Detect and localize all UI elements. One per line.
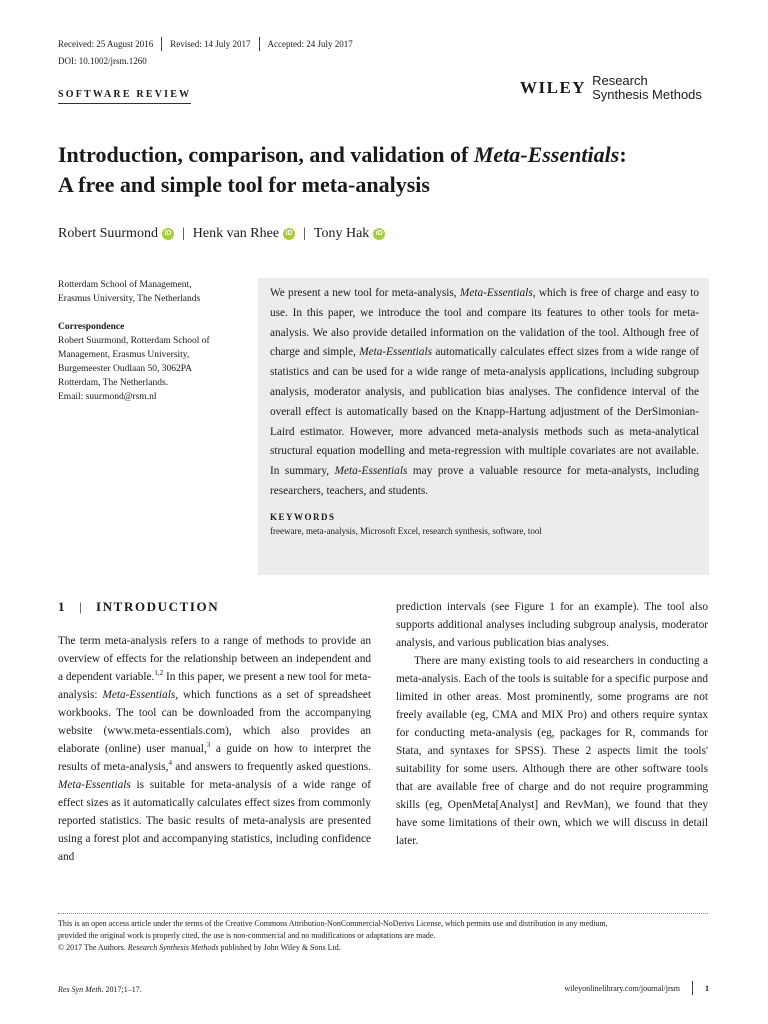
- section-number: 1: [58, 599, 67, 614]
- text-run: a guide on how to interpret the results of meta-analysis,: [58, 743, 371, 773]
- paragraph: prediction intervals (see Figure 1 for an example). The tool also supports additional analyses including subgroup analysis, moderator analysis, and various publication bias analyses.: [396, 601, 708, 649]
- section-label: SOFTWARE REVIEW: [58, 89, 191, 104]
- abstract-segment: We present a new tool for meta-analysis,: [270, 287, 460, 299]
- correspondence-line: Robert Suurmond, Rotterdam School of: [58, 336, 210, 346]
- license-line: provided the original work is properly cited, the use is non-commercial and no modifications or adaptations are made.: [58, 931, 436, 940]
- copyright-text: © 2017 The Authors.: [58, 943, 128, 952]
- text-run: In this paper, we present a new tool for meta-analysis:: [58, 671, 371, 701]
- date-divider: [161, 37, 162, 51]
- citation-info: [58, 985, 142, 994]
- text-run: , which functions as a set of spreadsheet workbooks. The tool can be downloaded from the accompanying website (www.meta-essentials.com), which also provides an elaborate (online) user manual,: [58, 689, 372, 755]
- keywords-list: freeware, meta-analysis, Microsoft Excel, research synthesis, software, tool: [270, 525, 542, 536]
- abstract-segment: automatically calculates effect sizes from a wide range of statistics and can be used for a wide range of meta-analysis applications, including subgroup analysis, moderator analysis, and publication bias analyses. The confidence interval of the overall effect is automatically based on the Knapp-Hartung adjustment of the DerSimonian-Laird estimator. However, more advanced meta-analysis methods such as meta-analytical structural equation modelling and meta-regression with multiple covariates are not available. In summary,: [270, 346, 699, 478]
- author-name[interactable]: Tony Hak: [313, 226, 370, 241]
- abstract-tool-name: Meta-Essentials: [459, 287, 533, 299]
- correspondence-line: Management, Erasmus University,: [58, 350, 190, 360]
- author-name[interactable]: Henk van Rhee: [192, 226, 280, 241]
- abstract-segment: may prove a valuable resource for meta-analysts, including researchers, teachers, and students.: [270, 465, 699, 497]
- text-run: is suitable for meta-analysis of a wide range of effect sizes as it automatically calculates effect sizes from commonly reported statistics. The basic results of meta-analysis are presented using a forest plot and accompanying statistics, including confidence and: [58, 779, 371, 863]
- affiliation: [58, 278, 248, 306]
- title-colon: :: [619, 142, 627, 167]
- copyright-line: [58, 942, 710, 954]
- orcid-icon[interactable]: iD: [162, 228, 174, 240]
- tool-name: Meta-Essentials: [102, 689, 176, 701]
- received-date: Received: 25 August 2016: [58, 39, 154, 49]
- citation-link[interactable]: 4: [168, 759, 172, 768]
- right-column: [396, 598, 708, 850]
- copyright-journal: Research Synthesis Methods: [127, 943, 219, 952]
- author-separator: |: [181, 226, 185, 241]
- copyright-text: published by John Wiley & Sons Ltd.: [218, 943, 341, 952]
- citation-link[interactable]: 1,2: [154, 669, 164, 678]
- paragraph: There are many existing tools to aid researchers in conducting a meta-analysis. Each of the tools is suitable for a specific purpose and limited in other areas. Most prominently, some programs are not freely available (eg, CMA and MIX Pro) and others require syntax for conducting meta-analysis (eg, packages for R, commands for Stata, and syntaxes for SPSS). These 2 aspects limit the tools' suitability for some users. Although there are other software tools that are available free of charge and do not require programming skills (eg, OpenMeta[Analyst] and RevMan), we found that they have some limitations of their own, which we will discuss in detail later.: [396, 655, 708, 847]
- title-line2: A free and simple tool for meta-analysis: [58, 172, 430, 197]
- section-separator: |: [78, 599, 84, 614]
- author-separator: |: [303, 226, 306, 241]
- left-column: [58, 632, 371, 866]
- text-run: and answers to frequently asked questions.: [171, 761, 371, 773]
- text-run: The term meta-analysis refers to a range of methods to provide an overview of effects for the relationship between an independent and a dependent variable.: [58, 635, 371, 683]
- abstract-text: [270, 284, 699, 502]
- title-tool-name: Meta-Essentials: [473, 142, 620, 167]
- article-title: [58, 140, 718, 200]
- page-number: 1: [705, 983, 709, 993]
- correspondence: [58, 320, 248, 404]
- license-notice: [58, 918, 710, 954]
- license-line: This is an open access article under the terms of the Creative Commons Attribution-NonCommercial-NoDerivs License, which permits use and distribution in any medium,: [58, 919, 608, 928]
- paragraph: [58, 632, 371, 866]
- keywords-heading: KEYWORDS: [270, 511, 336, 522]
- correspondence-heading: Correspondence: [58, 322, 125, 332]
- footer-divider-vertical: [692, 981, 693, 995]
- date-divider: [259, 37, 260, 51]
- doi[interactable]: DOI: 10.1002/jrsm.1260: [58, 56, 147, 66]
- citation-details: . 2017;1–17.: [101, 985, 142, 994]
- correspondence-email[interactable]: Email: suurmond@rsm.nl: [58, 392, 157, 402]
- abstract-tool-name: Meta-Essentials: [334, 465, 408, 478]
- tool-name: Meta-Essentials: [58, 779, 131, 791]
- title-text: Introduction, comparison, and validation of: [58, 142, 474, 167]
- affiliation-line: Rotterdam School of Management,: [58, 280, 192, 290]
- footer-divider: [58, 913, 708, 914]
- correspondence-line: Rotterdam, The Netherlands.: [58, 378, 169, 388]
- journal-website-link[interactable]: wileyonlinelibrary.com/journal/jrsm: [564, 983, 680, 993]
- publication-dates: [58, 37, 353, 51]
- accepted-date: Accepted: 24 July 2017: [267, 39, 353, 49]
- citation-journal: Res Syn Meth: [58, 985, 102, 994]
- orcid-icon[interactable]: iD: [283, 228, 295, 240]
- journal-name-line2: Synthesis Methods: [592, 87, 702, 102]
- abstract-box: [258, 278, 709, 575]
- author-list: [58, 226, 385, 242]
- section-title: INTRODUCTION: [96, 599, 220, 614]
- revised-date: Revised: 14 July 2017: [170, 39, 251, 49]
- correspondence-line: Burgemeester Oudlaan 50, 3062PA: [58, 364, 193, 374]
- publisher-logo: [520, 74, 702, 102]
- journal-name-line1: Research: [592, 73, 648, 88]
- author-name[interactable]: Robert Suurmond: [58, 226, 158, 241]
- affiliation-line: Erasmus University, The Netherlands: [58, 294, 201, 304]
- orcid-icon[interactable]: iD: [373, 228, 385, 240]
- abstract-tool-name: Meta-Essentials: [359, 346, 432, 359]
- citation-link[interactable]: 3: [206, 741, 211, 750]
- page-footer-right: [498, 981, 709, 995]
- abstract-segment: , which is free of charge and easy to use. In this paper, we introduce the tool and compare its features to other tools for meta-analysis. We also provide detailed information on the validation of the tool. Although free of charge and simple,: [270, 287, 700, 359]
- journal-name: [592, 74, 702, 102]
- section-heading: [58, 599, 219, 615]
- publisher-name: WILEY: [520, 78, 587, 97]
